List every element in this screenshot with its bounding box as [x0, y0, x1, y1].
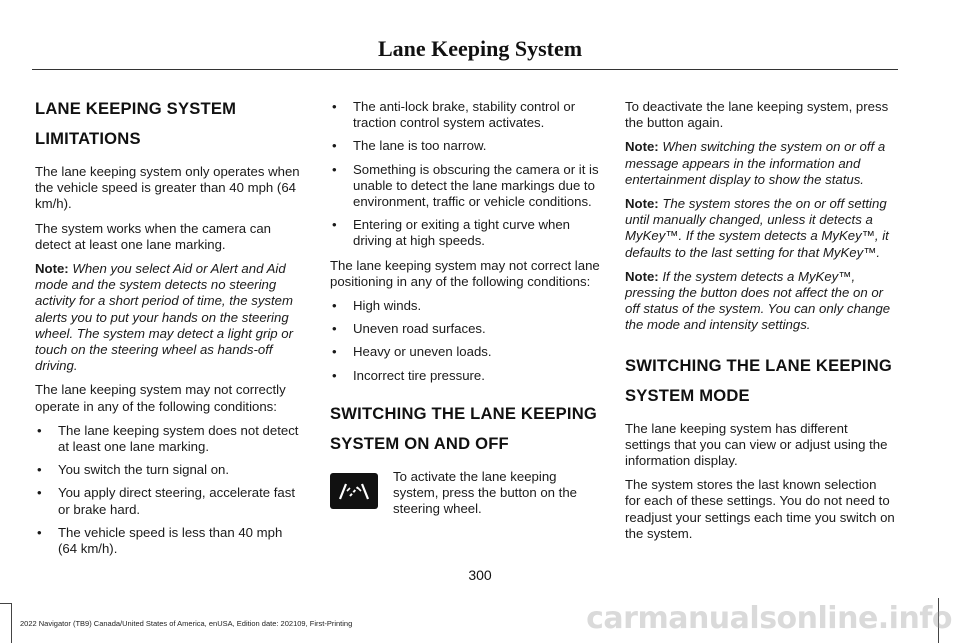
page-number: 300: [468, 567, 492, 583]
paragraph: The lane keeping system only operates when the vehicle speed is greater than 40 mph (64 km/h).: [35, 164, 300, 212]
activate-instruction: [330, 469, 600, 518]
list-item: • You apply direct steering, accelerate fast or brake hard.: [35, 485, 305, 517]
heading-line-2: SYSTEM ON AND OFF: [330, 433, 509, 453]
paragraph: The lane keeping system may not correct lane positioning in any of the following conditions:: [330, 257, 600, 289]
page-title: Lane Keeping System: [377, 36, 583, 61]
column-2: [330, 99, 600, 517]
note: [625, 139, 895, 188]
note: [35, 261, 305, 374]
heading-line-2: LIMITATIONS: [35, 129, 141, 148]
note: [625, 196, 895, 261]
note-label: Note:: [625, 268, 659, 284]
list-item: • The anti-lock brake, stability control or traction control system activates.: [330, 99, 600, 131]
note-label: Note:: [625, 139, 659, 155]
column-3: [625, 99, 895, 550]
heading-line-1: LANE KEEPING SYSTEM: [35, 99, 237, 118]
conditions-list: [35, 423, 305, 557]
list-item: • Uneven road surfaces.: [330, 321, 600, 337]
watermark-logo: carmanualsonline.info: [586, 601, 952, 636]
crop-mark: [11, 604, 12, 643]
section-heading-mode: [625, 356, 895, 406]
instruction-text: To activate the lane keeping system, press the button on the steering wheel.: [393, 468, 577, 517]
paragraph: The lane keeping system may not correctly operate in any of the following conditions:: [35, 382, 286, 414]
paragraph: The system stores the last known selection for each of these settings. You do not need to readjust your settings each time you switch on the system.: [625, 477, 895, 541]
heading-line-1: SWITCHING THE LANE KEEPING: [330, 403, 598, 423]
edition-footer: 2022 Navigator (TB9) Canada/United States of America, enUSA, Edition date: 202109, First-Printing: [20, 619, 353, 628]
paragraph: The lane keeping system has different settings that you can view or adjust using the information display.: [625, 420, 888, 469]
note-text: When switching the system on or off a message appears in the information and entertainment display to show the status.: [625, 139, 886, 187]
conditions-list: [330, 99, 600, 250]
note-text: The system stores the on or off setting until manually changed, unless it detects a MyKey™. If the system detects a MyKey™, it defaults to the last setting for that MyKey™.: [625, 196, 889, 260]
note-label: Note:: [625, 196, 659, 212]
section-heading-limitations: [35, 99, 305, 149]
heading-line-1: SWITCHING THE LANE KEEPING: [625, 355, 893, 375]
paragraph: The system works when the camera can detect at least one lane marking.: [35, 220, 272, 252]
note: [625, 269, 895, 334]
list-item: • Heavy or uneven loads.: [330, 344, 600, 360]
note-text: If the system detects a MyKey™, pressing the button does not affect the on or off status of the system. You can only change the mode and intensity settings.: [625, 268, 891, 333]
list-item: • The lane is too narrow.: [330, 138, 600, 154]
lane-keeping-glyph: [337, 481, 371, 501]
column-1: [35, 99, 305, 565]
note-text: When you select Aid or Alert and Aid mode and the system detects no steering activity for a short period of time, the system alerts you to put your hands on the steering wheel. The system may detect a light grip or touch on the steering wheel as hands-off driving.: [35, 261, 293, 374]
crop-mark: [0, 603, 12, 604]
lane-keeping-button-icon: [330, 473, 378, 509]
list-item: • The vehicle speed is less than 40 mph (64 km/h).: [35, 525, 305, 557]
list-item: • Incorrect tire pressure.: [330, 368, 600, 384]
heading-line-2: SYSTEM MODE: [625, 385, 750, 405]
list-item: • High winds.: [330, 298, 600, 314]
note-label: Note:: [35, 261, 69, 277]
list-item: • You switch the turn signal on.: [35, 462, 305, 478]
list-item: • The lane keeping system does not detect at least one lane marking.: [35, 423, 305, 455]
header-divider: [32, 69, 898, 70]
paragraph: To deactivate the lane keeping system, press the button again.: [625, 99, 889, 131]
list-item: • Something is obscuring the camera or it is unable to detect the lane markings due to environment, traffic or vehicle conditions.: [330, 162, 600, 211]
list-item: • Entering or exiting a tight curve when driving at high speeds.: [330, 217, 600, 249]
section-heading-on-off: [330, 404, 600, 454]
conditions-list-2: [330, 298, 600, 384]
